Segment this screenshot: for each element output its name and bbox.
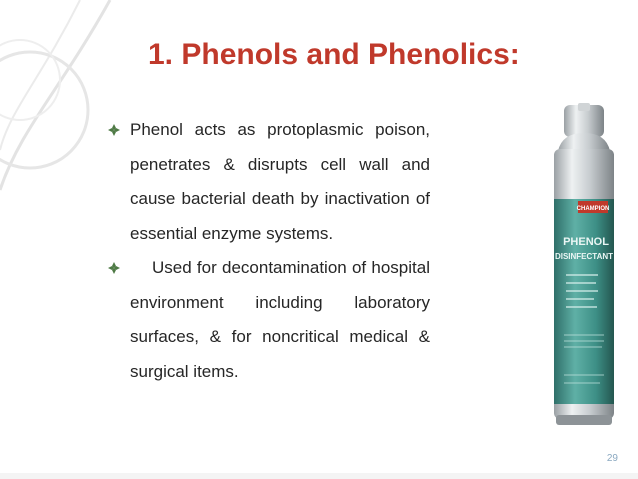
bullet-item — [106, 113, 430, 251]
can-name-line2: DISINFECTANT — [554, 252, 614, 261]
bullet-text: Phenol acts as protoplasmic poison, penetrates & disrupts cell wall and cause bacterial death by inactivation of essential enzyme systems. — [130, 120, 430, 243]
bullet-text: Used for decontamination of hospital environment including laboratory surfaces, & for noncritical medical & surgical items. — [130, 258, 430, 381]
phenol-disinfectant-can-image — [540, 103, 628, 433]
bullet-item — [106, 251, 430, 389]
bottom-decorative-band — [0, 473, 638, 479]
diamond-bullet-icon — [106, 251, 122, 285]
bullet-list — [106, 113, 430, 389]
can-name-line1: PHENOL — [563, 236, 609, 248]
diamond-bullet-icon — [106, 113, 122, 147]
slide-title: 1. Phenols and Phenolics: — [148, 38, 520, 71]
page-number: 29 — [606, 453, 618, 464]
can-brand-label: CHAMPION — [576, 206, 610, 212]
